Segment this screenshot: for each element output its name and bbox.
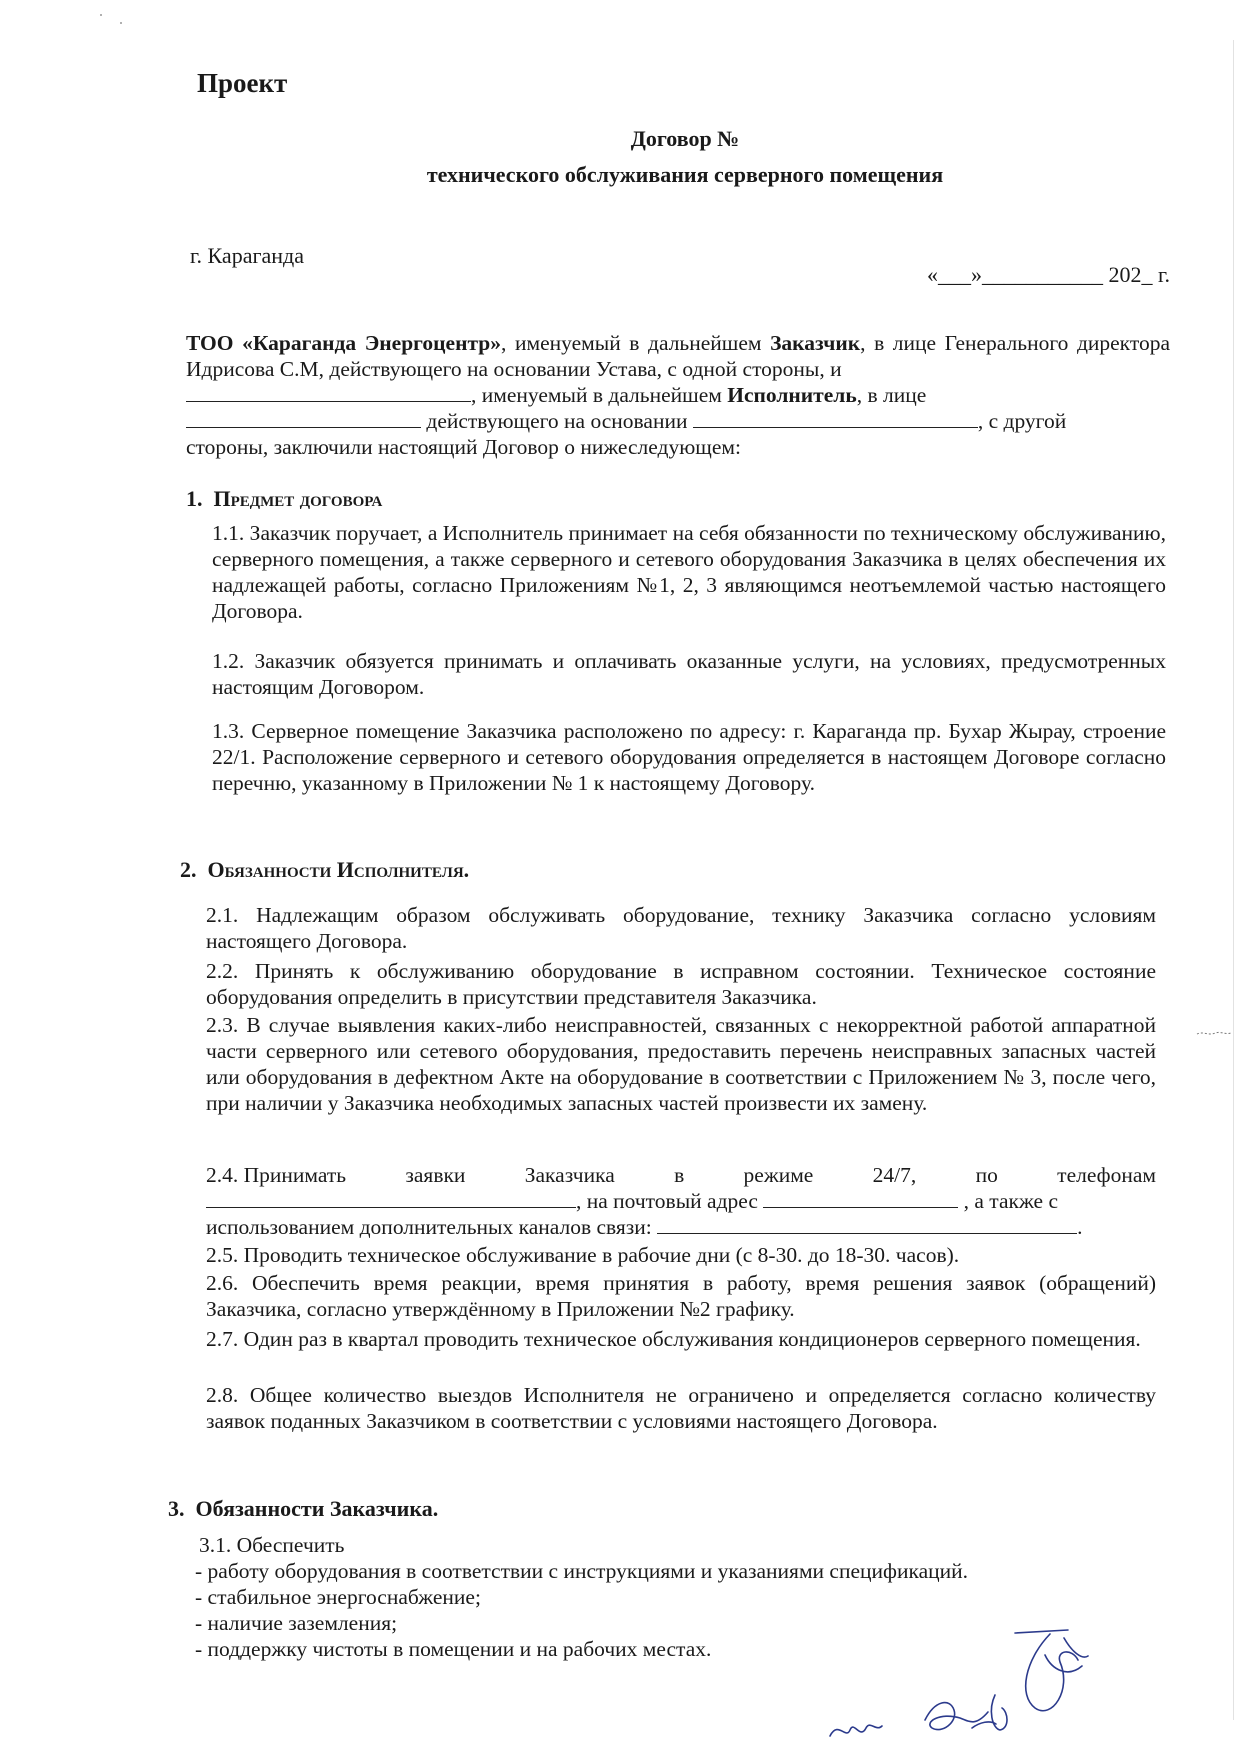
scan-speck <box>100 14 102 16</box>
customer-term: Заказчик <box>770 331 861 355</box>
section-1-item: 1.1. Заказчик поручает, а Исполнитель принимает на себя обязанности по техническому обслуживанию, серверного помещения, а также серверного и сетевого оборудования Заказчика в целях обеспечения их надлежащей работы, согласно Приложениям №1, 2, 3 являющимся неотъемлемой частью настоящего Договора. <box>212 521 1166 623</box>
section-3-item: 3.1. Обеспечить <box>199 1533 345 1557</box>
section-2-item: 2.7. Один раз в квартал проводить техническое обслуживания кондиционеров серверного помещения. <box>206 1327 1141 1351</box>
section-2-heading: 2. Обязанности Исполнителя. <box>180 857 470 882</box>
section-2-item: 2.5. Проводить техническое обслуживание в рабочие дни (с 8-30. до 18-30. часов). <box>206 1243 960 1267</box>
blank-channels <box>657 1215 1077 1234</box>
company-name: ТОО «Караганда Энергоцентр» <box>186 331 502 355</box>
contractor-term: Исполнитель <box>727 383 857 407</box>
section-1-heading: 1. Предмет договора <box>186 486 383 511</box>
signature-stroke <box>991 1695 1007 1730</box>
preamble-text: ТОО «Караганда Энергоцентр», именуемый в дальнейшем Заказчик, в лице Генерального директора Идрисова С.М, действующего на основании Устава, с одной стороны, и <box>186 331 1170 381</box>
blank-contractor-name <box>186 383 471 402</box>
blank-representative <box>186 409 421 428</box>
section-3-item: - наличие заземления; <box>195 1611 398 1635</box>
blank-email <box>763 1189 958 1208</box>
signature-marks <box>820 1600 1240 1750</box>
section-3-item: - работу оборудования в соответствии с инструкциями и указаниями спецификаций. <box>195 1559 969 1583</box>
blank-phones <box>206 1189 576 1208</box>
signature-stroke <box>1015 1630 1088 1711</box>
section-2-item: 2.2. Принять к обслуживанию оборудование в исправном состоянии. Техническое состояние оборудования определить в присутствии представителя Заказчика. <box>206 959 1156 1009</box>
preamble <box>186 330 1170 460</box>
item-2-4-line2: , на почтовый адрес , а также с <box>206 1188 1156 1214</box>
blank-basis <box>693 409 978 428</box>
scan-edge <box>1233 40 1234 1720</box>
section-3-item: - стабильное энергоснабжение; <box>195 1585 481 1609</box>
draft-label: Проект <box>197 68 288 98</box>
section-3-heading: 3. Обязанности Заказчика. <box>168 1496 439 1521</box>
section-2-item: 2.8. Общее количество выездов Исполнителя не ограничено и определяется согласно количеству заявок поданных Заказчиком в соответствии с условиями настоящего Договора. <box>206 1383 1156 1433</box>
scan-speck <box>120 22 122 24</box>
item-2-4-line1: 2.4. Принимать заявки Заказчика в режиме 24/7, по телефонам <box>206 1163 1156 1187</box>
contract-subtitle: технического обслуживания серверного помещения <box>426 162 944 187</box>
contract-date: «___»___________ 202_ г. <box>926 262 1170 287</box>
preamble-line4: действующего на основании , с другой <box>186 408 1170 434</box>
item-2-4-line3: использованием дополнительных каналов связи: . <box>206 1215 1083 1239</box>
preamble-line5: стороны, заключили настоящий Договор о нижеследующем: <box>186 435 741 459</box>
signature-stroke <box>830 1725 882 1736</box>
section-1-item: 1.2. Заказчик обязуется принимать и оплачивать оказанные услуги, на условиях, предусмотренных настоящим Договором. <box>212 649 1166 699</box>
signature-stroke <box>972 1722 996 1728</box>
section-2-item: 2.3. В случае выявления каких-либо неисправностей, связанных с некорректной работой аппаратной части серверного или сетевого оборудования, предоставить перечень неисправных запасных частей или оборудования в дефектном Акте на оборудование в соответствии с Приложением № 3, после чего, при наличии у Заказчика необходимых запасных частей произвести их замену. <box>206 1013 1156 1115</box>
section-3-item: - поддержку чистоты в помещении и на рабочих местах. <box>195 1637 712 1661</box>
signature-stroke <box>925 1703 988 1730</box>
scan-mark <box>1195 1028 1235 1040</box>
preamble-line3: , именуемый в дальнейшем Исполнитель, в лице <box>186 382 1170 408</box>
section-2-item-2-4 <box>206 1162 1156 1240</box>
section-1-item: 1.3. Серверное помещение Заказчика расположено по адресу: г. Караганда пр. Бухар Жырау, строение 22/1. Расположение серверного и сетевого оборудования определяется в настоящем Договоре согласно перечню, указанному в Приложении № 1 к настоящему Договору. <box>212 719 1166 795</box>
section-2-item: 2.6. Обеспечить время реакции, время принятия в работу, время решения заявок (обращений) Заказчика, согласно утверждённому в Приложении №2 графику. <box>206 1271 1156 1321</box>
contract-city: г. Караганда <box>190 243 304 268</box>
section-2-item: 2.1. Надлежащим образом обслуживать оборудование, технику Заказчика согласно условиям настоящего Договора. <box>206 903 1156 953</box>
contract-title: Договор № <box>630 126 740 151</box>
